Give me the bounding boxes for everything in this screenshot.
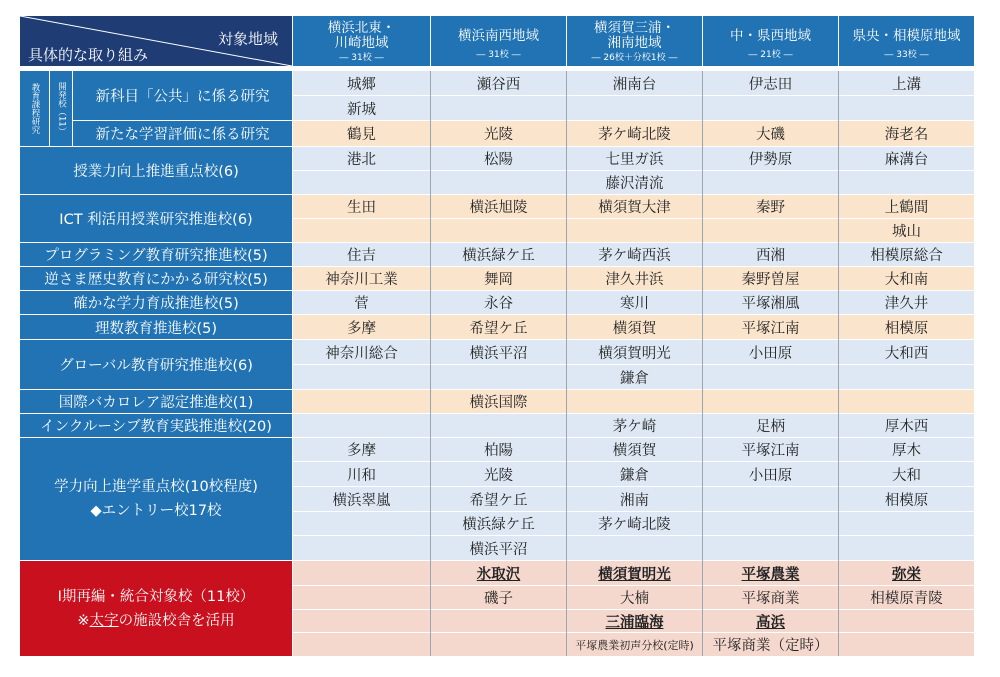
school-cell: 横浜平沼 — [469, 345, 528, 362]
school-cell: 磯子 — [484, 591, 513, 607]
school-cell: 平塚農業 — [741, 566, 800, 583]
label-ib: 国際バカロレア認定推進校(1) — [20, 390, 292, 413]
school-cell: 横須賀大津 — [598, 200, 671, 216]
school-cell: 相模原 — [884, 492, 929, 509]
school-cell — [431, 610, 566, 632]
region-name: 湘南地域 — [607, 35, 662, 51]
school-cell — [703, 365, 838, 389]
school-cell: 茅ケ崎西浜 — [598, 248, 671, 264]
label-inclusive: インクルーシブ教育実践推進校(20) — [20, 414, 292, 437]
school-cell: 大楠 — [620, 591, 649, 607]
school-cell: 海老名 — [884, 127, 929, 143]
school-cell: 横浜国際 — [469, 395, 528, 411]
school-cell: 城山 — [892, 224, 921, 240]
school-cell — [703, 512, 838, 535]
saihen-note-mark: ※ — [77, 612, 90, 629]
school-cell — [703, 171, 838, 194]
school-cell — [839, 171, 974, 194]
saihen-bold-word: 太字 — [89, 612, 119, 629]
school-cell — [567, 536, 702, 560]
school-cell — [839, 96, 974, 120]
school-cell: 相模原総合 — [870, 248, 943, 264]
curriculum-research-label — [20, 71, 49, 146]
school-cell: 大和西 — [884, 345, 929, 362]
school-cell: 相模原 — [884, 320, 929, 337]
school-cell — [293, 610, 430, 632]
label-gakuryoku: 確かな学力育成推進校(5) — [20, 291, 292, 314]
school-cell: 弥栄 — [892, 566, 921, 583]
school-cell — [293, 561, 430, 585]
school-cell: 小田原 — [748, 345, 793, 362]
school-cell: 茅ケ崎北陵 — [598, 127, 671, 143]
label-shingaku — [20, 438, 292, 560]
school-cell: 横浜緑ケ丘 — [462, 248, 535, 264]
school-cell: 小田原 — [748, 467, 793, 484]
school-cell: 茅ケ崎北陵 — [598, 517, 671, 533]
school-cell: 七里ガ浜 — [605, 152, 664, 168]
label-risu: 理数教育推進校(5) — [20, 315, 292, 339]
school-cell: 大磯 — [756, 127, 785, 143]
region-count: ― 33校 ― — [884, 50, 929, 60]
label-global: グローバル教育研究推進校(6) — [20, 340, 292, 389]
school-cell: 新城 — [347, 101, 376, 118]
school-cell: 横須賀明光 — [598, 566, 671, 583]
school-cell: 厚木西 — [884, 419, 929, 435]
school-cell: 永谷 — [484, 296, 513, 312]
school-cell: 足柄 — [756, 419, 785, 435]
school-cell: 横浜翠嵐 — [332, 492, 391, 509]
school-cell: 多摩 — [347, 443, 376, 459]
school-cell: 鶴見 — [347, 127, 376, 143]
school-cell: 相模原青陵 — [870, 591, 943, 607]
school-cell: 氷取沢 — [476, 566, 521, 583]
school-cell: 西湘 — [756, 248, 785, 264]
school-cell — [293, 633, 430, 656]
school-cell: 希望ケ丘 — [469, 320, 528, 337]
region-name: 川崎地域 — [334, 35, 389, 51]
school-cell — [431, 414, 566, 437]
table-corner-header — [20, 16, 292, 66]
region-name: 中・県西地域 — [730, 28, 811, 44]
school-cell: 高浜 — [756, 614, 785, 631]
school-cell: 大和南 — [884, 272, 929, 288]
school-cell — [567, 219, 702, 242]
corner-initiatives-label: 具体的な取り組み — [28, 46, 149, 64]
school-cell: 多摩 — [347, 320, 376, 337]
school-cell: 平塚農業初声分校(定時) — [575, 638, 694, 652]
school-cell: 湘南台 — [612, 76, 657, 93]
school-cell: 藤沢清流 — [605, 176, 664, 192]
school-cell: 光陵 — [484, 127, 513, 143]
school-cell: 三浦臨海 — [605, 614, 664, 631]
school-cell: 大和 — [892, 467, 921, 484]
school-cell: 鎌倉 — [620, 370, 649, 387]
label-hyouka: 新たな学習評価に係る研究 — [73, 121, 292, 146]
school-cell — [839, 390, 974, 413]
label-saihen-line2 — [77, 609, 234, 633]
school-cell — [567, 390, 702, 413]
school-cell — [839, 365, 974, 389]
school-cell — [431, 96, 566, 120]
school-cell — [839, 633, 974, 656]
school-cell: 舞岡 — [484, 272, 513, 288]
corner-target-region-label: 対象地域 — [217, 30, 278, 48]
development-school-text: 開発校（11） — [56, 81, 67, 136]
school-cell: 秦野曽屋 — [741, 272, 800, 288]
school-cell: 松陽 — [484, 152, 513, 168]
region-count: ― 21校 ― — [748, 50, 793, 60]
school-cell — [703, 487, 838, 511]
school-cell — [293, 365, 430, 389]
school-cell: 伊勢原 — [748, 152, 793, 168]
school-cell — [703, 219, 838, 242]
region-header-4 — [703, 16, 838, 66]
school-cell: 麻溝台 — [884, 152, 929, 168]
region-header-3 — [567, 16, 702, 66]
school-cell: 横須賀明光 — [598, 345, 671, 362]
school-cell: 津久井 — [884, 296, 929, 312]
school-cell: 伊志田 — [748, 76, 793, 93]
label-koukyou: 新科目「公共」に係る研究 — [73, 71, 292, 120]
region-name: 横須賀三浦・ — [594, 20, 675, 36]
school-cell: 横須賀 — [612, 443, 657, 459]
school-cell: 上溝 — [892, 76, 921, 93]
label-shingaku-line1: 学力向上進学重点校(10校程度) — [54, 479, 258, 495]
school-cell: 横須賀 — [612, 320, 657, 337]
region-name: 横浜南西地域 — [458, 28, 539, 44]
school-cell — [703, 96, 838, 120]
label-jugyou: 授業力向上推進重点校(6) — [20, 147, 292, 194]
development-school-label — [50, 71, 72, 146]
region-header-1 — [293, 16, 430, 66]
school-cell: 厚木 — [892, 443, 921, 459]
curriculum-research-text: 教育課程研究 — [30, 83, 40, 134]
school-cell — [703, 390, 838, 413]
school-cell: 寒川 — [620, 296, 649, 312]
school-cell: 平塚商業（定時） — [712, 638, 829, 654]
school-cell: 港北 — [347, 152, 376, 168]
school-cell — [431, 171, 566, 194]
school-cell: 上鶴間 — [884, 200, 929, 216]
label-rekishi: 逆さま歴史教育にかかる研究校(5) — [20, 267, 292, 290]
school-cell: 生田 — [347, 200, 376, 216]
region-header-2 — [431, 16, 566, 66]
school-cell — [293, 219, 430, 242]
region-count: ― 31校 ― — [339, 53, 384, 63]
school-cell: 神奈川総合 — [325, 345, 398, 362]
school-cell: 横浜旭陵 — [469, 200, 528, 216]
school-cell — [293, 390, 430, 413]
school-cell: 平塚江南 — [741, 443, 800, 459]
school-cell: 平塚商業 — [741, 591, 800, 607]
school-cell: 希望ケ丘 — [469, 492, 528, 509]
label-saihen — [20, 561, 292, 656]
school-cell — [839, 610, 974, 632]
school-cell: 住吉 — [347, 248, 376, 264]
school-cell — [703, 536, 838, 560]
school-cell: 川和 — [347, 467, 376, 484]
label-saihen-line1: I期再編・統合対象校（11校） — [57, 588, 255, 605]
school-cell: 秦野 — [756, 200, 785, 216]
school-cell: 茅ケ崎 — [612, 419, 657, 435]
region-name: 県央・相模原地域 — [852, 28, 961, 44]
school-cell — [293, 586, 430, 609]
school-cell — [293, 512, 430, 535]
region-header-5 — [839, 16, 974, 66]
school-cell — [293, 171, 430, 194]
school-cell — [431, 633, 566, 656]
school-cell — [567, 96, 702, 120]
region-count: ― 31校 ― — [476, 50, 521, 60]
school-cell: 平塚江南 — [741, 320, 800, 337]
school-cell: 平塚湘風 — [741, 296, 800, 312]
label-shingaku-line2: ◆エントリー校17校 — [90, 503, 222, 519]
region-name: 横浜北東・ — [327, 20, 396, 36]
school-cell: 神奈川工業 — [325, 272, 398, 288]
school-cell: 鎌倉 — [620, 467, 649, 484]
school-cell: 菅 — [354, 296, 369, 312]
saihen-note-rest: の施設校舎を活用 — [118, 612, 235, 629]
school-cell — [293, 536, 430, 560]
school-cell — [839, 512, 974, 535]
school-cell — [293, 414, 430, 437]
school-cell — [431, 365, 566, 389]
school-cell: 瀬谷西 — [476, 76, 521, 93]
school-cell: 湘南 — [620, 492, 649, 509]
school-cell: 横浜平沼 — [469, 541, 528, 558]
school-cell: 城郷 — [347, 76, 376, 93]
school-cell: 光陵 — [484, 467, 513, 484]
school-cell — [839, 536, 974, 560]
label-prog: プログラミング教育研究推進校(5) — [20, 243, 292, 266]
school-cell: 横浜緑ケ丘 — [462, 517, 535, 533]
region-count: ― 26校＋分校1校 ― — [591, 53, 678, 63]
school-cell: 津久井浜 — [605, 272, 664, 288]
label-ict: ICT 利活用授業研究推進校(6) — [20, 195, 292, 242]
school-cell: 柏陽 — [484, 443, 513, 459]
school-cell — [431, 219, 566, 242]
